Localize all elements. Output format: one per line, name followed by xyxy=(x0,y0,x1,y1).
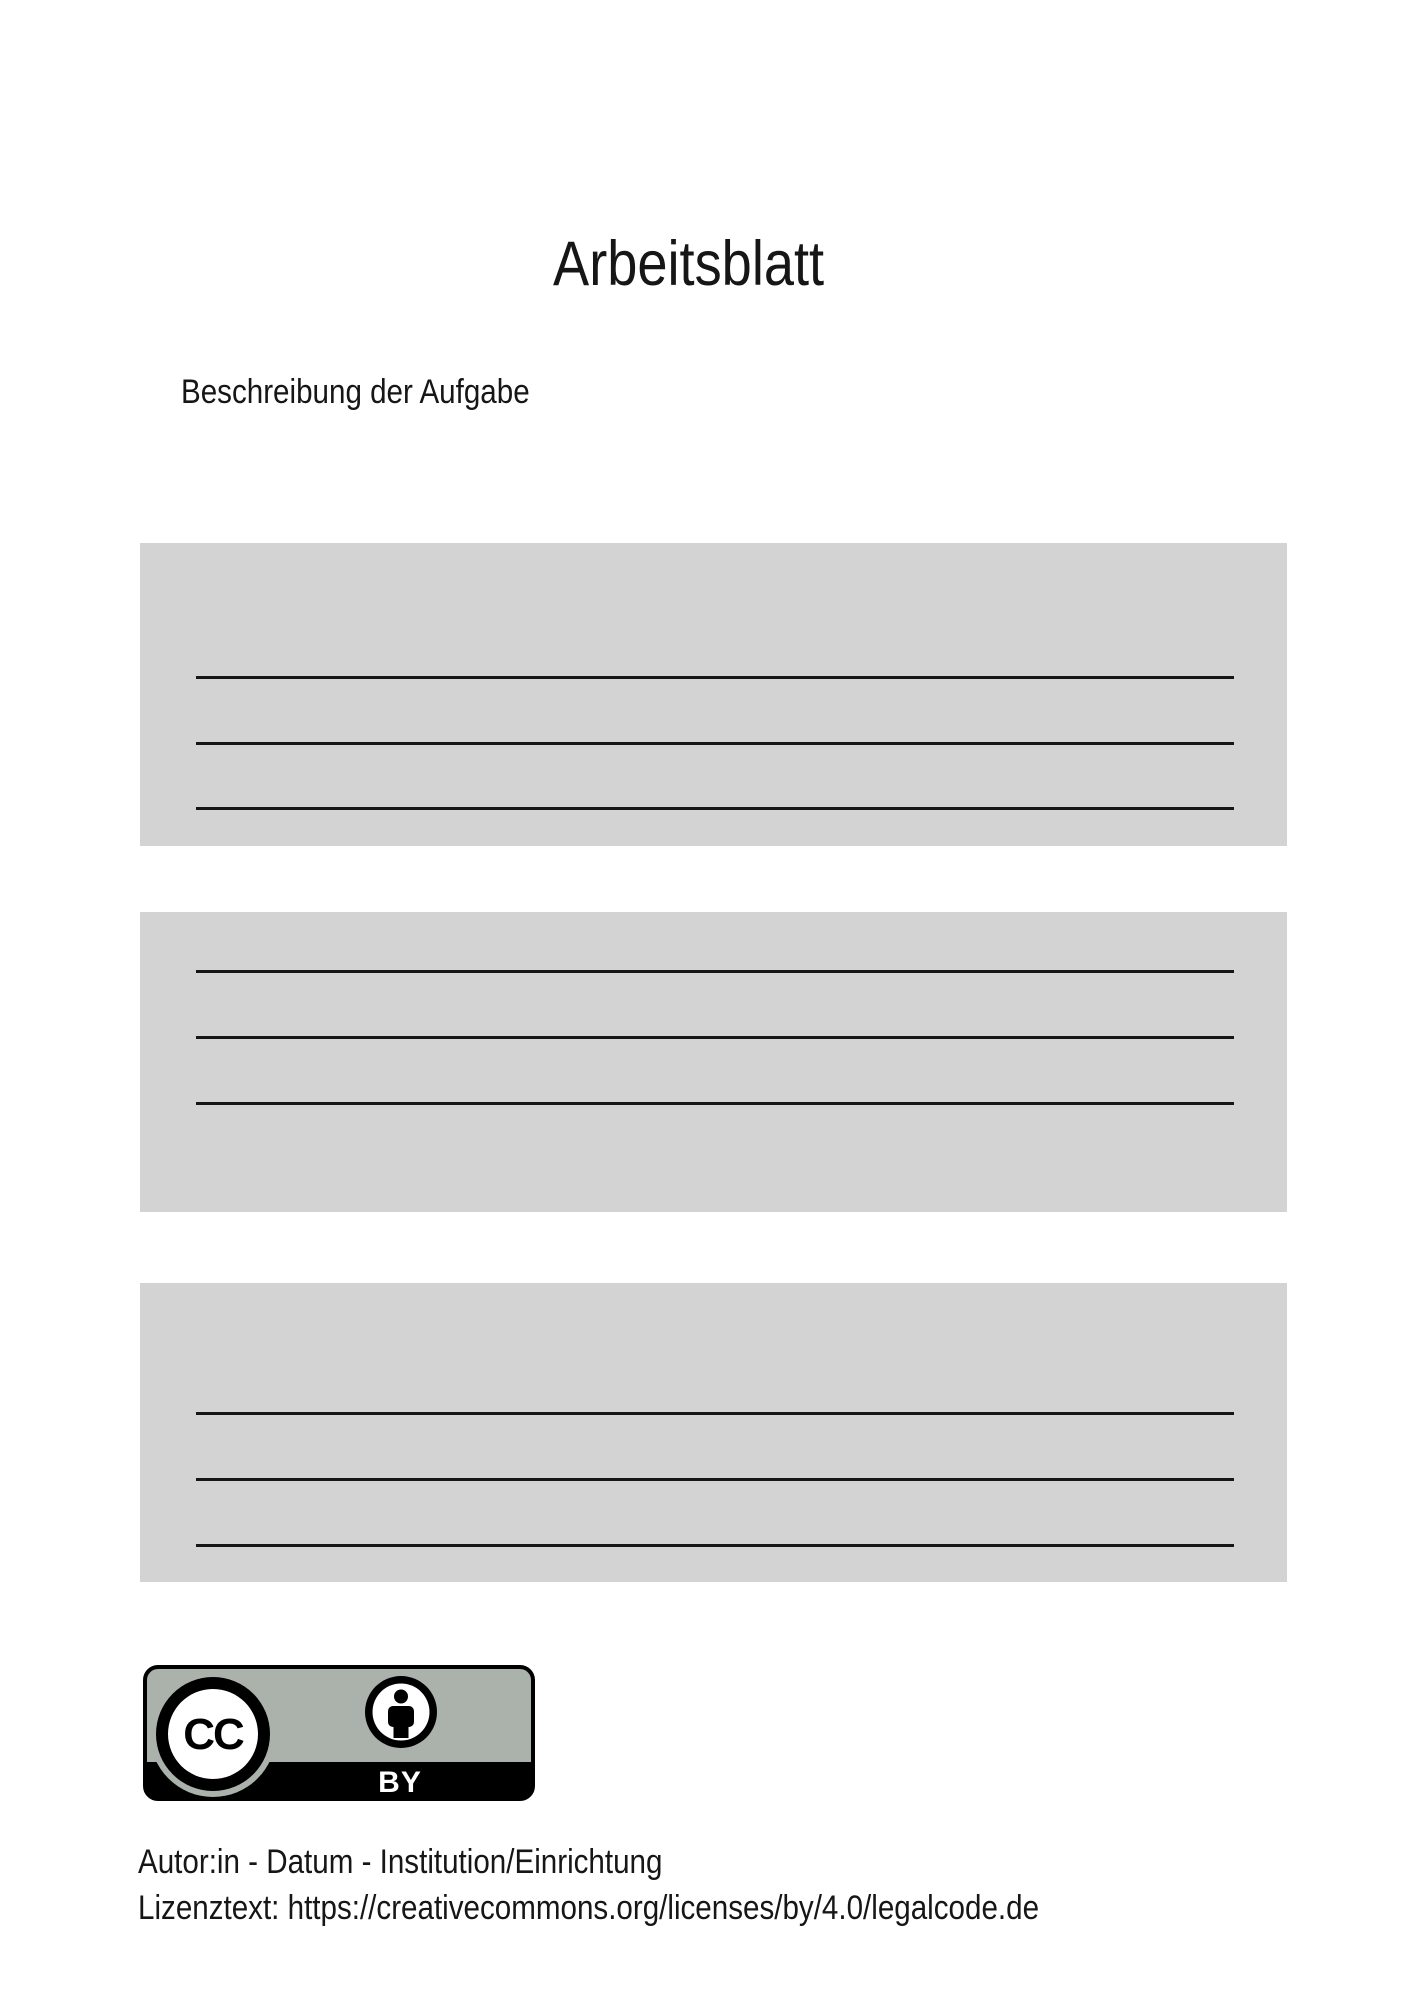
answer-box-2 xyxy=(140,912,1287,1212)
answer-box-1 xyxy=(140,543,1287,846)
attribution-person-icon xyxy=(365,1676,437,1748)
writing-line xyxy=(196,1412,1234,1415)
task-description-label xyxy=(181,372,582,413)
writing-line xyxy=(196,1478,1234,1481)
writing-line xyxy=(196,1102,1234,1105)
writing-line xyxy=(196,807,1234,810)
writing-line xyxy=(196,1544,1234,1547)
footer-author-line xyxy=(138,1839,1174,1885)
footer-author-text: Autor:in - Datum - Institution/Einrichtung xyxy=(138,1843,663,1881)
cc-by-badge-graphic xyxy=(143,1665,535,1801)
by-label: BY xyxy=(378,1766,422,1799)
cc-by-license-badge xyxy=(143,1665,535,1801)
footer-license-line xyxy=(138,1885,1174,1931)
page-title xyxy=(140,228,1237,300)
page-title-text: Arbeitsblatt xyxy=(552,229,825,299)
footer-license-text: Lizenztext: https://creativecommons.org/licenses/by/4.0/legalcode.de xyxy=(138,1889,1040,1927)
footer xyxy=(138,1839,1174,1931)
writing-line xyxy=(196,1036,1234,1039)
answer-box-3 xyxy=(140,1283,1287,1582)
writing-line xyxy=(196,742,1234,745)
cc-label: CC xyxy=(183,1710,243,1759)
writing-line xyxy=(196,676,1234,679)
writing-line xyxy=(196,970,1234,973)
task-description-text: Beschreibung der Aufgabe xyxy=(181,373,530,411)
cc-logo-icon xyxy=(150,1671,276,1797)
